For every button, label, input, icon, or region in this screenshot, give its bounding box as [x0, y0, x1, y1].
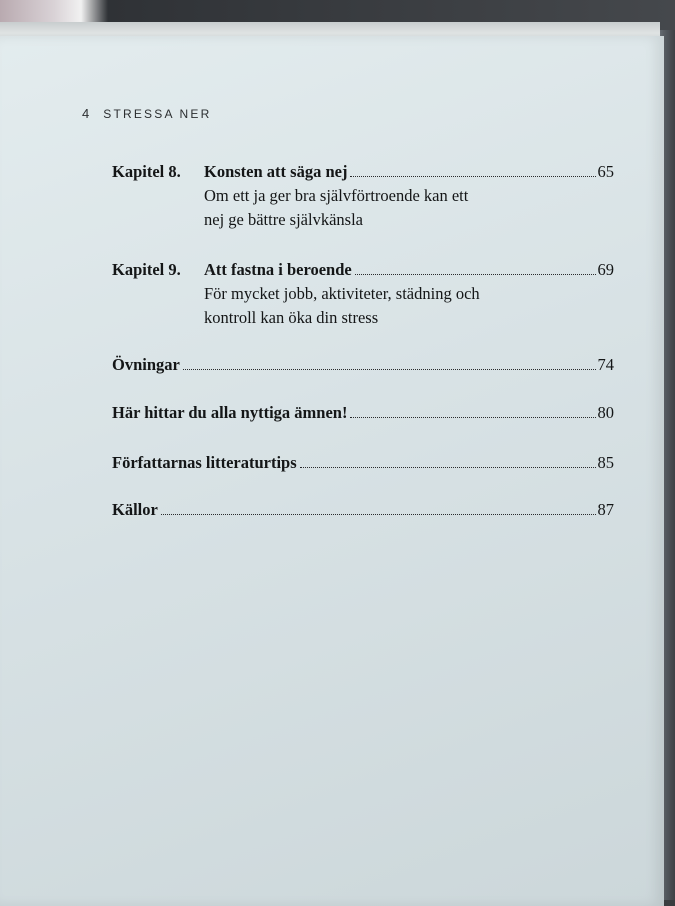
- toc-entry-litteraturtips: [112, 451, 614, 475]
- toc-entry-page: 80: [597, 403, 614, 422]
- toc-entry-kapitel-8: [112, 160, 614, 232]
- toc-entry-label: Kapitel 9.: [112, 260, 181, 279]
- toc-entry-page: 65: [597, 162, 614, 181]
- toc-entry-title: Att fastna i beroende: [204, 260, 352, 279]
- toc-entry-title: Författarnas litteraturtips: [112, 453, 297, 472]
- toc-entry-kapitel-9: [112, 258, 614, 330]
- running-head: [82, 106, 211, 121]
- toc-entry-title: Övningar: [112, 355, 180, 374]
- dot-leader: [355, 273, 596, 275]
- toc-entry-subtitle-line: Om ett ja ger bra självförtroende kan ett: [204, 186, 469, 205]
- toc-entry-label: Kapitel 8.: [112, 162, 181, 181]
- dot-leader: [350, 416, 595, 418]
- toc-entry-subtitle-line: kontroll kan öka din stress: [204, 308, 379, 327]
- toc-entry-title: Källor: [112, 500, 158, 519]
- running-head-title: STRESSA NER: [103, 107, 212, 121]
- toc-entry-kallor: [112, 498, 614, 522]
- toc-entry-page: 74: [597, 355, 614, 374]
- toc-entry-title: Konsten att säga nej: [204, 162, 348, 181]
- toc-entry-subtitle-line: nej ge bättre självkänsla: [204, 210, 363, 229]
- dot-leader: [300, 466, 596, 468]
- toc-entry-subtitle-line: För mycket jobb, aktiviteter, städning och: [204, 284, 480, 303]
- page-number: 4: [82, 106, 90, 121]
- toc-entry-nyttiga-amnen: [112, 401, 614, 425]
- toc-entry-title: Här hittar du alla nyttiga ämnen!: [112, 403, 348, 422]
- dot-leader: [350, 175, 595, 177]
- dot-leader: [183, 368, 596, 370]
- toc-entry-page: 69: [597, 260, 614, 279]
- toc-entry-page: 85: [597, 453, 614, 472]
- toc-entry-page: 87: [597, 500, 614, 519]
- toc-entry-ovningar: [112, 353, 614, 377]
- dot-leader: [161, 513, 596, 515]
